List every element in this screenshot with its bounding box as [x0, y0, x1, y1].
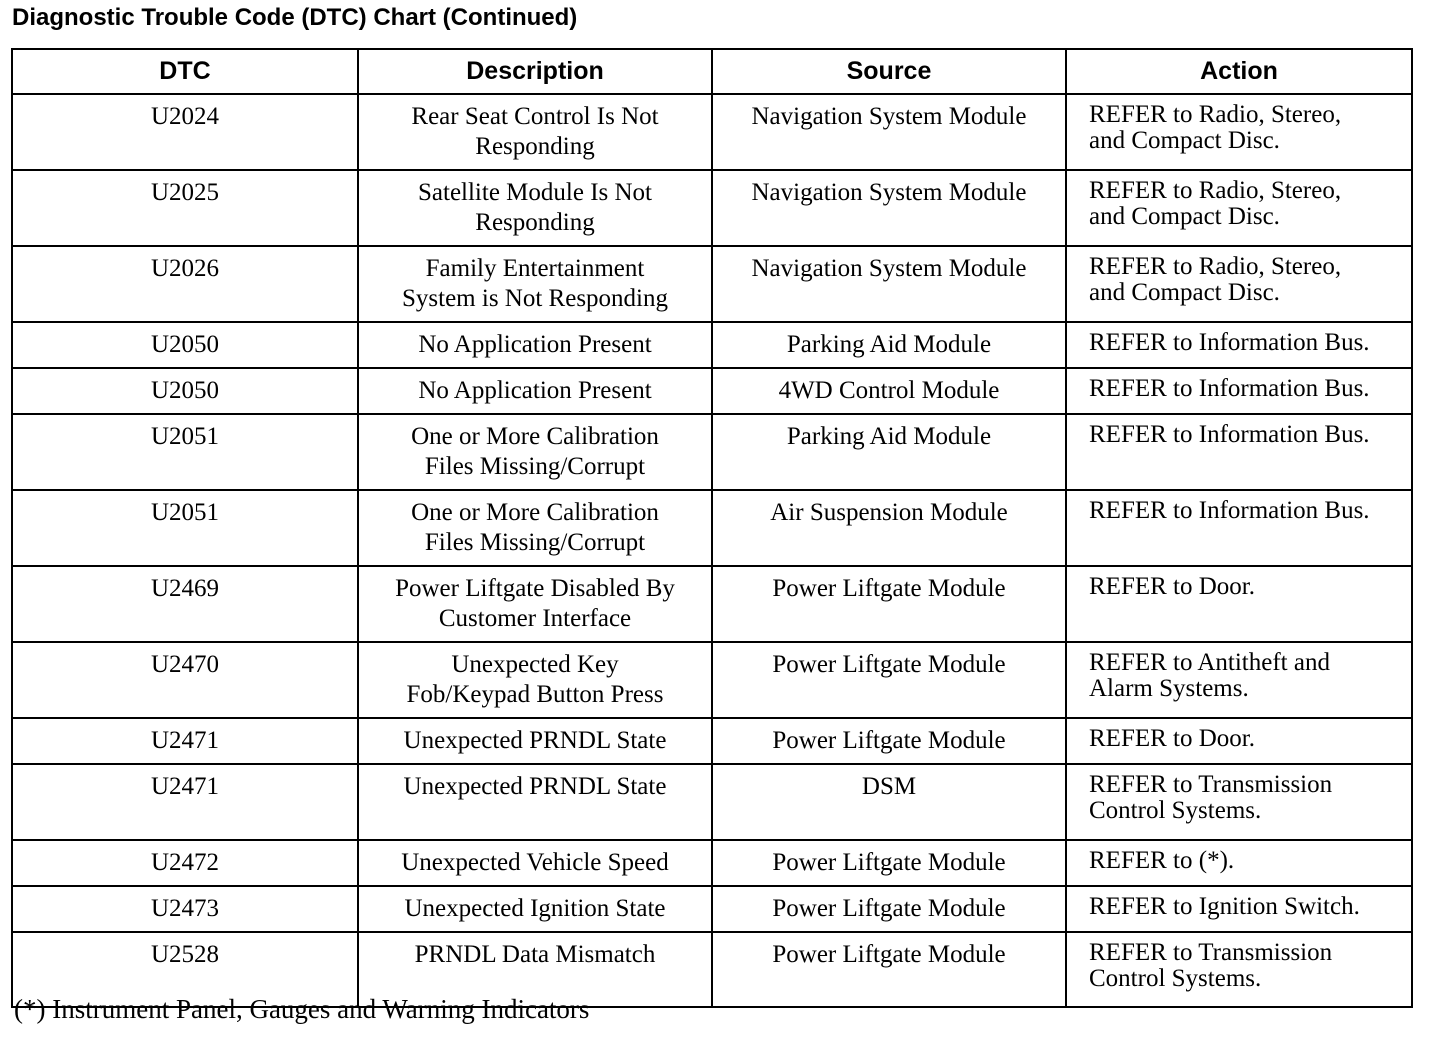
action-cell: REFER to Radio, Stereo, and Compact Disc. — [1066, 94, 1412, 170]
description-cell: No Application Present — [358, 368, 712, 414]
action-cell: REFER to Ignition Switch. — [1066, 886, 1412, 932]
description-cell: Unexpected Vehicle Speed — [358, 840, 712, 886]
action-cell: REFER to Information Bus. — [1066, 322, 1412, 368]
action-cell: REFER to Information Bus. — [1066, 368, 1412, 414]
table-row — [12, 322, 1412, 368]
description-cell: Unexpected PRNDL State — [358, 718, 712, 764]
source-cell: Power Liftgate Module — [712, 642, 1066, 718]
table-row — [12, 246, 1412, 322]
column-header-source: Source — [712, 49, 1066, 94]
dtc-cell: U2051 — [12, 490, 358, 566]
action-cell: REFER to Door. — [1066, 718, 1412, 764]
description-cell: Power Liftgate Disabled By Customer Interface — [358, 566, 712, 642]
action-cell: REFER to Transmission Control Systems. — [1066, 764, 1412, 840]
source-cell: 4WD Control Module — [712, 368, 1066, 414]
source-cell: Navigation System Module — [712, 246, 1066, 322]
column-header-action: Action — [1066, 49, 1412, 94]
action-cell: REFER to Transmission Control Systems. — [1066, 932, 1412, 1007]
action-cell: REFER to Door. — [1066, 566, 1412, 642]
source-cell: Parking Aid Module — [712, 322, 1066, 368]
header-row — [12, 49, 1412, 94]
description-cell: One or More Calibration Files Missing/Corrupt — [358, 490, 712, 566]
source-cell: DSM — [712, 764, 1066, 840]
dtc-cell: U2471 — [12, 764, 358, 840]
table-row — [12, 414, 1412, 490]
dtc-cell: U2469 — [12, 566, 358, 642]
description-cell: Unexpected Ignition State — [358, 886, 712, 932]
table-row — [12, 764, 1412, 840]
source-cell: Power Liftgate Module — [712, 840, 1066, 886]
dtc-cell: U2026 — [12, 246, 358, 322]
dtc-cell: U2471 — [12, 718, 358, 764]
action-cell: REFER to Information Bus. — [1066, 414, 1412, 490]
table-row — [12, 718, 1412, 764]
description-cell: Family Entertainment System is Not Responding — [358, 246, 712, 322]
table-row — [12, 886, 1412, 932]
dtc-cell: U2050 — [12, 322, 358, 368]
dtc-cell: U2473 — [12, 886, 358, 932]
description-cell: No Application Present — [358, 322, 712, 368]
dtc-cell: U2050 — [12, 368, 358, 414]
table-row — [12, 490, 1412, 566]
source-cell: Navigation System Module — [712, 94, 1066, 170]
dtc-cell: U2024 — [12, 94, 358, 170]
dtc-table — [11, 48, 1413, 1008]
description-cell: One or More Calibration Files Missing/Corrupt — [358, 414, 712, 490]
description-cell: Unexpected PRNDL State — [358, 764, 712, 840]
action-cell: REFER to Antitheft and Alarm Systems. — [1066, 642, 1412, 718]
dtc-cell: U2528 — [12, 932, 358, 1007]
table-row — [12, 170, 1412, 246]
description-cell: Satellite Module Is Not Responding — [358, 170, 712, 246]
source-cell: Power Liftgate Module — [712, 932, 1066, 1007]
table-row — [12, 368, 1412, 414]
action-cell: REFER to Radio, Stereo, and Compact Disc. — [1066, 246, 1412, 322]
dtc-cell: U2025 — [12, 170, 358, 246]
source-cell: Power Liftgate Module — [712, 886, 1066, 932]
dtc-cell: U2470 — [12, 642, 358, 718]
source-cell: Power Liftgate Module — [712, 718, 1066, 764]
dtc-cell: U2472 — [12, 840, 358, 886]
description-cell: PRNDL Data Mismatch — [358, 932, 712, 1007]
footnote: (*) Instrument Panel, Gauges and Warning Indicators — [14, 994, 590, 1024]
action-cell: REFER to Information Bus. — [1066, 490, 1412, 566]
description-cell: Unexpected Key Fob/Keypad Button Press — [358, 642, 712, 718]
action-cell: REFER to Radio, Stereo, and Compact Disc. — [1066, 170, 1412, 246]
source-cell: Power Liftgate Module — [712, 566, 1066, 642]
source-cell: Parking Aid Module — [712, 414, 1066, 490]
table-row — [12, 642, 1412, 718]
page-title: Diagnostic Trouble Code (DTC) Chart (Continued) — [12, 4, 578, 31]
source-cell: Air Suspension Module — [712, 490, 1066, 566]
dtc-cell: U2051 — [12, 414, 358, 490]
table-row — [12, 566, 1412, 642]
source-cell: Navigation System Module — [712, 170, 1066, 246]
column-header-description: Description — [358, 49, 712, 94]
action-cell: REFER to (*). — [1066, 840, 1412, 886]
table-row — [12, 840, 1412, 886]
column-header-dtc: DTC — [12, 49, 358, 94]
table-row — [12, 94, 1412, 170]
description-cell: Rear Seat Control Is Not Responding — [358, 94, 712, 170]
